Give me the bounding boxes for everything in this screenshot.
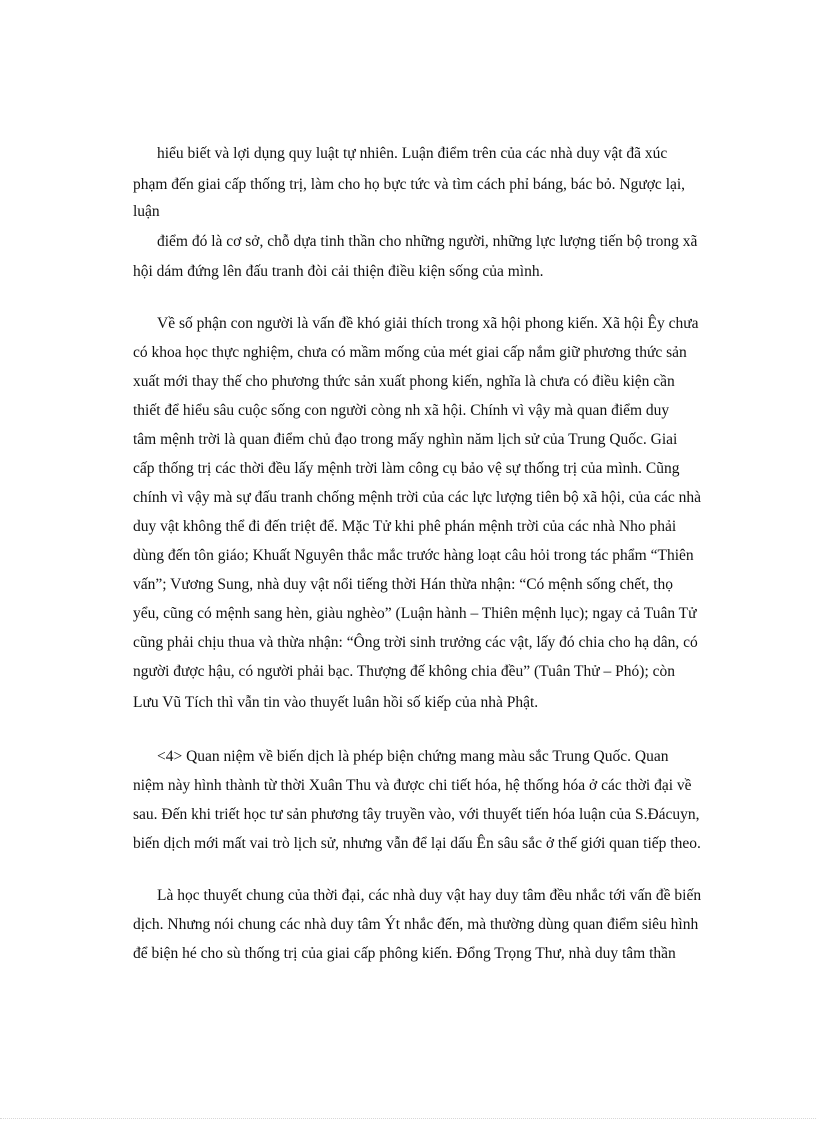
text-line: sau. Đến khi triết học tư sản phương tây truyền vào, với thuyết tiến hóa luận của S.Đácuyn, <box>133 806 700 823</box>
text-line: tâm mệnh trời là quan điểm chủ đạo trong mấy nghìn năm lịch sử của Trung Quốc. Giai <box>133 431 678 448</box>
text-line: duy vật không thể đi đến triệt để. Mặc Tử khi phê phán mệnh trời của các nhà Nho phải <box>133 518 677 535</box>
text-line: phạm đến giai cấp thống trị, làm cho họ bực tức và tìm cách phỉ báng, bác bỏ. Ngược lại, <box>133 176 686 193</box>
text-line: điểm đó là cơ sở, chỗ dựa tinh thần cho những người, những lực lượng tiến bộ trong xã <box>157 233 698 250</box>
text-line: cấp thống trị các thời đều lấy mệnh trời làm công cụ bảo vệ sự thống trị của mình. Cũng <box>133 460 680 477</box>
text-line: dịch. Nhưng nói chung các nhà duy tâm Ýt nhắc đến, mà thường dùng quan điểm siêu hình <box>133 916 699 933</box>
text-line: yểu, cũng có mệnh sang hèn, giàu nghèo” (Luận hành – Thiên mệnh lục); ngay cả Tuân Tử <box>133 605 697 622</box>
text-line: chính vì vậy mà sự đấu tranh chống mệnh trời của các lực lượng tiên bộ xã hội, của các nhà <box>133 489 701 506</box>
text-line: thiết để hiểu sâu cuộc sống con người còng nh xã hội. Chính vì vậy mà quan điểm duy <box>133 402 670 419</box>
text-line: biến dịch mới mất vai trò lịch sử, nhưng vẫn để lại dấu Ên sâu sắc ở thế giới quan tiếp theo. <box>133 835 701 852</box>
page-edge-divider <box>0 1118 816 1120</box>
text-line: dùng đến tôn giáo; Khuất Nguyên thắc mắc trước hàng loạt câu hỏi trong tác phẩm “Thiên <box>133 547 694 564</box>
text-line: niệm này hình thành từ thời Xuân Thu và được chi tiết hóa, hệ thống hóa ở các thời đại về <box>133 777 692 794</box>
text-line: vấn”; Vương Sung, nhà duy vật nổi tiếng thời Hán thừa nhận: “Có mệnh sống chết, thọ <box>133 576 674 593</box>
text-line: <4> Quan niệm về biến dịch là phép biện chứng mang màu sắc Trung Quốc. Quan <box>157 748 669 765</box>
text-line: hiểu biết và lợi dụng quy luật tự nhiên. Luận điểm trên của các nhà duy vật đã xúc <box>157 145 668 162</box>
text-line: có khoa học thực nghiệm, chưa có mầm mống của mét giai cấp nắm giữ phương thức sản <box>133 344 687 361</box>
text-line: Là học thuyết chung của thời đại, các nhà duy vật hay duy tâm đều nhắc tới vấn đề biến <box>157 887 702 904</box>
text-line: xuất mới thay thế cho phương thức sản xuất phong kiến, nghĩa là chưa có điều kiện cần <box>133 373 675 390</box>
text-line: Về số phận con người là vấn đề khó giải thích trong xã hội phong kiến. Xã hội Êy chưa <box>157 315 699 332</box>
text-line: Lưu Vũ Tích thì vẫn tin vào thuyết luân hồi số kiếp của nhà Phật. <box>133 694 539 711</box>
text-line: luận <box>133 203 160 220</box>
text-line: để biện hé cho sù thống trị của giai cấp phông kiến. Đổng Trọng Thư, nhà duy tâm thần <box>133 945 676 962</box>
text-line: người được hậu, có người phải bạc. Thượng đế không chia đều” (Tuân Thử – Phó); còn <box>133 663 676 680</box>
text-line: cũng phải chịu thua và thừa nhận: “Ông trời sinh trưởng các vật, lấy đó chia cho hạ dân, có <box>133 634 698 651</box>
text-line: hội dám đứng lên đấu tranh đòi cải thiện điều kiện sống của mình. <box>133 263 544 280</box>
